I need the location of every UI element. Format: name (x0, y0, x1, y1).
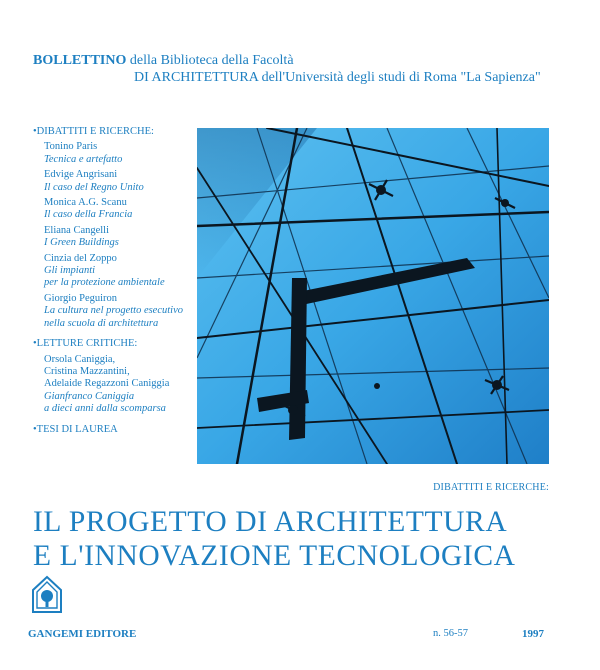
entry-author: Orsola Caniggia, (44, 353, 116, 365)
list-item (33, 141, 193, 166)
list-item (33, 253, 193, 290)
publication-year: 1997 (522, 628, 544, 640)
entry-author: Eliana Cangelli (44, 224, 110, 236)
entry-author: Tonino Paris (44, 141, 98, 153)
entry-author: Cinzia del Zoppo (44, 252, 117, 264)
journal-header (33, 52, 541, 86)
list-item (33, 169, 193, 194)
entry-author: Cristina Mazzantini, (44, 365, 130, 377)
section-subtitle: DIBATTITI E RICERCHE: (433, 482, 549, 493)
table-of-contents (33, 126, 193, 436)
header-architettura: DI ARCHITETTURA (134, 70, 259, 85)
entry-title: Tecnica e artefatto (44, 153, 123, 165)
section-dibattiti: •DIBATTITI E RICERCHE: (33, 126, 154, 137)
section-tesi: •TESI DI LAUREA (33, 423, 118, 435)
header-line-2 (33, 69, 541, 86)
entry-title: a dieci anni dalla scomparsa (44, 403, 166, 415)
page-title-line-1: IL PROGETTO DI ARCHITETTURA (33, 506, 508, 538)
entry-title: La cultura nel progetto esecutivo (44, 305, 184, 317)
entry-title: Il caso della Francia (44, 209, 133, 221)
page-title (33, 505, 516, 573)
entry-title: nella scuola di architettura (44, 317, 159, 329)
section-letture: •LETTURE CRITICHE: (33, 338, 138, 350)
issue-number: n. 56-57 (433, 628, 468, 639)
entry-title: Il caso del Regno Unito (44, 181, 144, 193)
entry-title: per la protezione ambientale (44, 277, 165, 289)
header-biblioteca: della Biblioteca della Facoltà (126, 53, 294, 68)
glass-facade-image (197, 128, 549, 464)
page-title-line-2: E L'INNOVAZIONE TECNOLOGICA (33, 540, 516, 572)
entry-author: Giorgio Peguiron (44, 292, 118, 304)
list-item (33, 225, 193, 250)
entry-title: Gli impianti (44, 265, 96, 277)
header-universita: dell'Università degli studi di Roma "La Sapienza" (258, 70, 541, 85)
header-bollettino: BOLLETTINO (33, 53, 127, 68)
list-item (33, 197, 193, 222)
entry-title: Gianfranco Caniggia (44, 390, 135, 402)
cover-photo (197, 128, 549, 464)
publisher-name: GANGEMI EDITORE (28, 628, 137, 640)
header-line-1 (33, 52, 541, 69)
entry-author: Monica A.G. Scanu (44, 197, 127, 209)
list-item (33, 293, 193, 330)
entry-author: Edvige Angrisani (44, 169, 118, 181)
list-item (33, 354, 193, 416)
entry-author: Adelaide Regazzoni Caniggia (44, 378, 170, 390)
entry-title: I Green Buildings (44, 237, 119, 249)
publisher-house-logo-icon (31, 574, 63, 614)
